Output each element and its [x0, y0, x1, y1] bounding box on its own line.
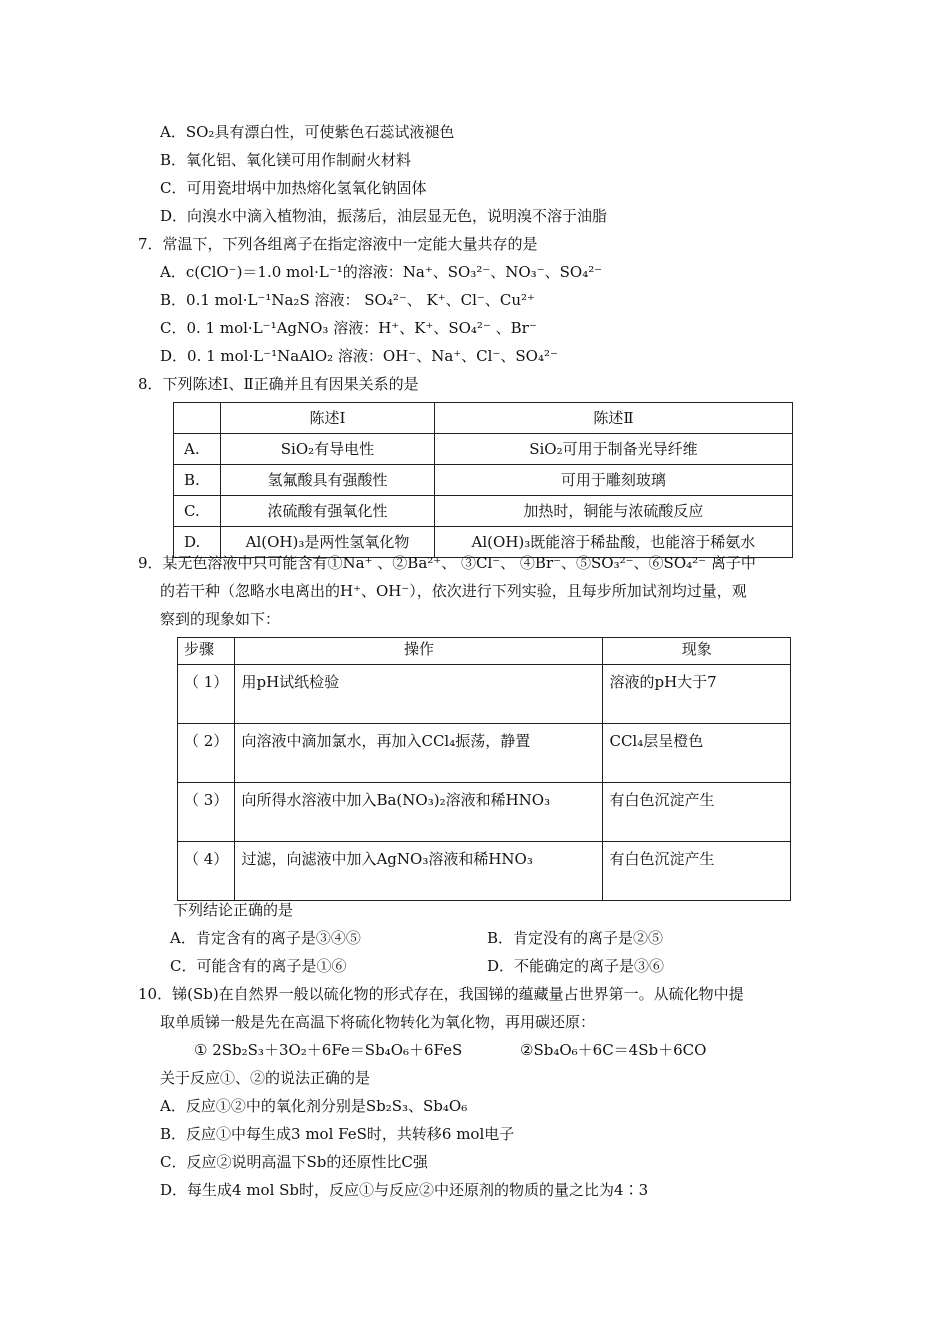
q7-stem: 7．常温下，下列各组离子在指定溶液中一定能大量共存的是 [138, 235, 538, 253]
q10-option-b: B．反应①中每生成3 mol FeS时，共转移6 mol电子 [160, 1125, 515, 1143]
table-cell: （ 4） [178, 842, 235, 901]
table-row [178, 724, 791, 783]
table-header-cell [174, 403, 221, 434]
table-header-cell: 步骤 [178, 638, 235, 665]
q9-option-b: B．肯定没有的离子是②⑤ [487, 929, 664, 947]
q6-option-b: B．氧化铝、氧化镁可用作制耐火材料 [160, 151, 412, 169]
q9-table [177, 637, 791, 901]
table-header-cell: 现象 [603, 638, 791, 665]
table-cell: C. [174, 496, 221, 527]
table-header-row [178, 638, 791, 665]
q9-stem-line-1: 9．某无色溶液中只可能含有①Na⁺ 、②Ba²⁺、 ③Cl⁻、 ④Br⁻、⑤SO₃²⁻、⑥SO₄²⁻ 离子中 [138, 554, 756, 572]
q10-option-c: C．反应②说明高温下Sb的还原性比C强 [160, 1153, 428, 1171]
q7-option-a: A．c(ClO⁻)＝1.0 mol·L⁻¹的溶液：Na⁺、SO₃²⁻、NO₃⁻、SO₄²⁻ [160, 263, 603, 281]
q9-stem-line-3: 察到的现象如下： [160, 610, 281, 628]
table-row [178, 665, 791, 724]
table-cell: Al(OH)₃是两性氢氧化物 [221, 527, 435, 558]
table-row [178, 842, 791, 901]
q8-table [173, 402, 793, 558]
q7-option-d: D．0. 1 mol·L⁻¹NaAlO₂ 溶液：OH⁻、Na⁺、Cl⁻、SO₄²⁻ [160, 347, 558, 365]
q9-option-c: C．可能含有的离子是①⑥ [170, 957, 347, 975]
table-cell: Al(OH)₃既能溶于稀盐酸，也能溶于稀氨水 [434, 527, 792, 558]
q8-stem: 8．下列陈述Ⅰ、Ⅱ正确并且有因果关系的是 [138, 375, 419, 393]
table-cell: 加热时，铜能与浓硫酸反应 [434, 496, 792, 527]
table-cell: 向溶液中滴加氯水，再加入CCl₄振荡，静置 [235, 724, 603, 783]
table-cell: D. [174, 527, 221, 558]
table-cell: 用pH试纸检验 [235, 665, 603, 724]
table-cell: 过滤，向滤液中加入AgNO₃溶液和稀HNO₃ [235, 842, 603, 901]
table-cell: CCl₄层呈橙色 [603, 724, 791, 783]
q6-option-c: C．可用瓷坩埚中加热熔化氢氧化钠固体 [160, 179, 427, 197]
q10-option-a: A．反应①②中的氧化剂分别是Sb₂S₃、Sb₄O₆ [160, 1097, 468, 1115]
table-cell: 向所得水溶液中加入Ba(NO₃)₂溶液和稀HNO₃ [235, 783, 603, 842]
table-row [174, 496, 793, 527]
table-cell: （ 1） [178, 665, 235, 724]
table-header-cell: 陈述Ⅰ [221, 403, 435, 434]
q10-lead: 关于反应①、②的说法正确的是 [160, 1069, 371, 1087]
q10-stem-line-2: 取单质锑一般是先在高温下将硫化物转化为氧化物，再用碳还原： [160, 1013, 596, 1031]
q10-option-d: D．每生成4 mol Sb时，反应①与反应②中还原剂的物质的量之比为4∶3 [160, 1181, 649, 1199]
q9-option-a: A．肯定含有的离子是③④⑤ [170, 929, 361, 947]
q7-option-b: B．0.1 mol·L⁻¹Na₂S 溶液： SO₄²⁻、 K⁺、Cl⁻、Cu²⁺ [160, 291, 535, 309]
table-cell: 可用于雕刻玻璃 [434, 465, 792, 496]
table-header-cell: 陈述Ⅱ [434, 403, 792, 434]
table-cell: 浓硫酸有强氧化性 [221, 496, 435, 527]
q9-stem-line-2: 的若干种（忽略水电离出的H⁺、OH⁻），依次进行下列实验，且每步所加试剂均过量，观 [160, 582, 747, 600]
q6-option-d: D．向溴水中滴入植物油，振荡后，油层显无色，说明溴不溶于油脂 [160, 207, 608, 225]
table-header-cell: 操作 [235, 638, 603, 665]
table-cell: 有白色沉淀产生 [603, 783, 791, 842]
table-header-row [174, 403, 793, 434]
q6-option-a: A．SO₂具有漂白性，可使紫色石蕊试液褪色 [160, 123, 455, 141]
q10-equation-1: ① 2Sb₂S₃＋3O₂＋6Fe＝Sb₄O₆＋6FeS [194, 1041, 463, 1059]
table-cell: SiO₂可用于制备光导纤维 [434, 434, 792, 465]
table-cell: 有白色沉淀产生 [603, 842, 791, 901]
q7-option-c: C．0. 1 mol·L⁻¹AgNO₃ 溶液：H⁺、K⁺、SO₄²⁻ 、Br⁻ [160, 319, 537, 337]
table-cell: （ 3） [178, 783, 235, 842]
q10-stem-line-1: 10．锑(Sb)在自然界一般以硫化物的形式存在，我国锑的蕴藏量占世界第一。从硫化物中提 [138, 985, 744, 1003]
table-row [174, 465, 793, 496]
table-cell: A. [174, 434, 221, 465]
q9-conclusion-lead: 下列结论正确的是 [173, 901, 294, 919]
table-cell: 溶液的pH大于7 [603, 665, 791, 724]
table-cell: B. [174, 465, 221, 496]
table-cell: 氢氟酸具有强酸性 [221, 465, 435, 496]
q9-option-d: D．不能确定的离子是③⑥ [487, 957, 665, 975]
q10-equation-2: ②Sb₄O₆＋6C＝4Sb＋6CO [520, 1041, 707, 1059]
table-row [178, 783, 791, 842]
table-row [174, 434, 793, 465]
table-cell: （ 2） [178, 724, 235, 783]
table-cell: SiO₂有导电性 [221, 434, 435, 465]
